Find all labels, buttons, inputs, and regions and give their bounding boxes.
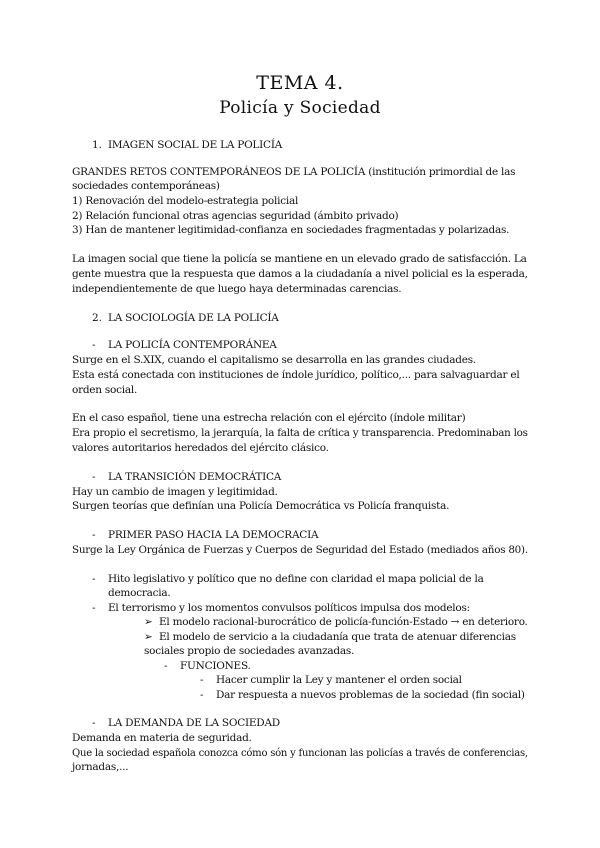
- page-title: TEMA 4.: [256, 72, 344, 94]
- subsection-heading: LA DEMANDA DE LA SOCIEDAD: [108, 717, 280, 729]
- dash-bullet: -: [92, 529, 96, 541]
- text-line: independientemente de que luego haya determinadas carencias.: [72, 283, 402, 295]
- section-number: 1.: [92, 139, 103, 151]
- dash-bullet: -: [92, 339, 96, 351]
- text-line: La imagen social que tiene la policía se mantiene en un elevado grado de satisfacción. La: [72, 253, 527, 265]
- text-line: Surge la Ley Orgánica de Fuerzas y Cuerpos de Seguridad del Estado (mediados años 80).: [72, 544, 528, 556]
- text-line: jornadas,...: [72, 761, 129, 773]
- text-line: 2) Relación funcional otras agencias seguridad (ámbito privado): [72, 210, 399, 222]
- arrow-item-text: El modelo de servicio a la ciudadanía que trata de atenuar diferencias: [159, 631, 516, 643]
- dash-bullet: -: [92, 717, 96, 729]
- subsection-heading: LA TRANSICIÓN DEMOCRÁTICA: [108, 471, 282, 483]
- dash-bullet: -: [200, 689, 204, 701]
- section-number: 2.: [92, 312, 103, 324]
- arrow-item-text: El modelo racional-burocrático de policía-función-Estado → en deterioro.: [159, 616, 528, 628]
- text-line: Demanda en materia de seguridad.: [72, 732, 252, 744]
- text-line: Era propio el secretismo, la jerarquía, la falta de crítica y transparencia. Predominaban los: [72, 427, 528, 439]
- text-line: 1) Renovación del modelo-estrategia policial: [72, 195, 299, 207]
- funciones-item: Dar respuesta a nuevos problemas de la sociedad (fin social): [216, 689, 525, 701]
- arrow-bullet-icon: ➢: [144, 631, 153, 643]
- bullet-text: democracia.: [108, 587, 171, 599]
- text-line: sociedades contemporáneas): [72, 180, 220, 192]
- bullet-text: El terrorismo y los momentos convulsos políticos impulsa dos modelos:: [108, 602, 470, 614]
- subsection-heading: PRIMER PASO HACIA LA DEMOCRACIA: [108, 529, 319, 541]
- dash-bullet: -: [92, 471, 96, 483]
- text-line: gente muestra que la respuesta que damos a la ciudadanía a nivel policial es la esperada,: [72, 268, 528, 280]
- funciones-heading: FUNCIONES.: [180, 660, 251, 672]
- dash-bullet: -: [92, 602, 96, 614]
- text-line: Que la sociedad española conozca cómo són y funcionan las policías a través de conferencias,: [72, 747, 528, 759]
- subsection-heading: LA POLICÍA CONTEMPORÁNEA: [108, 339, 277, 351]
- text-line: Hay un cambio de imagen y legitimidad.: [72, 486, 278, 498]
- text-line: Surge en el S.XIX, cuando el capitalismo se desarrolla en las grandes ciudades.: [72, 354, 476, 366]
- dash-bullet: -: [92, 573, 96, 585]
- dash-bullet: -: [200, 674, 204, 686]
- funciones-item: Hacer cumplir la Ley y mantener el orden social: [216, 674, 462, 686]
- text-line: Surgen teorías que definían una Policía Democrática vs Policía franquista.: [72, 500, 450, 512]
- text-line: Esta está conectada con instituciones de índole jurídico, político,... para salvaguardar el: [72, 369, 520, 381]
- text-line: GRANDES RETOS CONTEMPORÁNEOS DE LA POLICÍA (institución primordial de las: [72, 166, 516, 178]
- arrow-bullet-icon: ➢: [144, 616, 153, 628]
- text-line: valores autoritarios heredados del ejército clásico.: [72, 442, 329, 454]
- arrow-item-text: sociales propio de sociedades avanzadas.: [144, 645, 355, 657]
- section-heading: LA SOCIOLOGÍA DE LA POLICÍA: [108, 312, 279, 324]
- text-line: orden social.: [72, 384, 138, 396]
- section-heading: IMAGEN SOCIAL DE LA POLICÍA: [108, 139, 283, 151]
- text-line: En el caso español, tiene una estrecha relación con el ejército (índole militar): [72, 412, 466, 424]
- page-subtitle: Policía y Sociedad: [219, 98, 381, 118]
- text-line: 3) Han de mantener legitimidad-confianza en sociedades fragmentadas y polarizadas.: [72, 224, 510, 236]
- bullet-text: Hito legislativo y político que no define con claridad el mapa policial de la: [108, 573, 484, 585]
- dash-bullet: -: [164, 660, 168, 672]
